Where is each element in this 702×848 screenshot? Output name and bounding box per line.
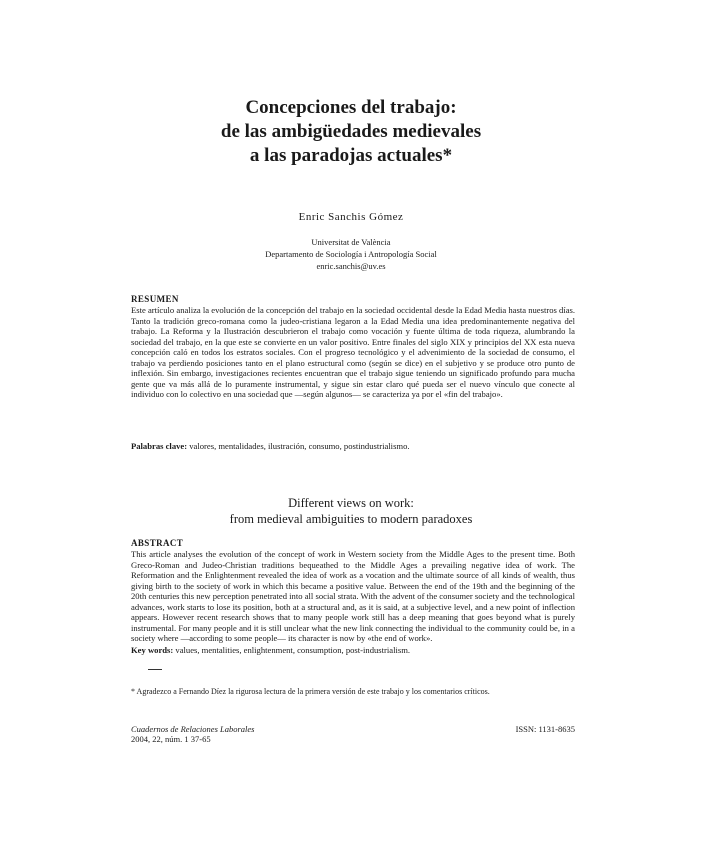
journal-name: Cuadernos de Relaciones Laborales [131,724,255,734]
journal-citation [131,724,254,744]
resumen-keywords-label: Palabras clave: [131,441,188,451]
spanish-title-line-1: Concepciones del trabajo: [245,97,457,118]
footnote: * Agradezco a Fernando Díez la rigurosa lectura de la primera versión de este trabajo y los comentarios críticos. [131,687,490,696]
english-title-line-1: Different views on work: [288,496,414,510]
resumen-heading: RESUMEN [131,294,179,304]
footnote-separator [148,669,162,670]
affiliation-university: Universitat de València [311,237,391,247]
resumen-keywords [131,441,575,452]
affiliation-department: Departamento de Sociología i Antropología Social [265,249,437,259]
abstract-heading: ABSTRACT [131,538,184,548]
author-affiliation [170,236,532,272]
author-name: Enric Sanchis Gómez [298,211,404,223]
spanish-title [150,96,552,168]
affiliation-email: enric.sanchis@uv.es [316,261,386,271]
english-title-line-2: from medieval ambiguities to modern paradoxes [229,512,473,526]
resumen-keywords-list: valores, mentalidades, ilustración, consumo, postindustrialismo. [189,441,410,451]
resumen-text: Este artículo analiza la evolución de la concepción del trabajo en la sociedad occidental desde la Edad Media hasta nuestros días. Tanto la tradición greco-romana como la judeo-cristiana legaron a la Edad Media una idea predominantemente negativa del trabajo. La Reforma y la Ilustración descubrieron el trabajo como vocación y fuente última de toda riqueza, alumbrando la sociedad del trabajo, en la que este se convierte en un valor positivo. Entre finales del siglo XIX y principios del XX esta nueva concepción caló en todos los estratos sociales. Con el progreso tecnológico y el advenimiento de la sociedad de consumo, el trabajo va perdiendo posiciones tanto en el plano estructural como (según se dice) en el subjetivo y se produce otro punto de inflexión. Sin embargo, investigaciones recientes encuentran que el trabajo sigue teniendo un significado profundo para mucha gente que va más allá de lo puramente instrumental, y sigue sin estar claro qué pueda ser el nuevo vínculo que conecte al individuo con lo colectivo en una sociedad que —según algunos— se caracteriza ya por el «fin del trabajo». [131,305,575,399]
spanish-title-line-3: a las paradojas actuales* [249,145,453,166]
abstract-keywords-label: Key words: [131,645,174,655]
english-title [170,495,532,527]
issn: ISSN: 1131-8635 [515,724,575,734]
abstract-keywords-list: values, mentalities, enlightenment, consumption, post-industrialism. [175,645,411,655]
journal-issue: 2004, 22, núm. 1 37-65 [131,734,211,744]
abstract-text: This article analyses the evolution of the concept of work in Western society from the Middle Ages to the present time. Both Greco-Roman and Judeo-Christian traditions bequeathed to the Middle Ages a prevailing negative idea of work. The Reformation and the Enlightenment revealed the idea of work as a vocation and the ultimate source of all kinds of wealth, thus giving birth to the society of work in which this became a positive value. Between the end of the 19th and the beginning of the 20th centuries this new perception penetrated into all social strata. With the advent of the consumer society and the technological advances, work starts to lose its position, both at a structural and, as it is said, at a subjective level, and a new point of inflection appears. However recent research shows that to many people work still has a deep meaning that goes beyond what is purely instrumental. For many people and it is still unclear what the new link connecting the individual to the community could be, in a society where —according to some people— its character is now by «the end of work». [131,549,575,643]
spanish-title-line-2: de las ambigüedades medievales [220,121,482,142]
abstract-keywords [131,645,575,656]
